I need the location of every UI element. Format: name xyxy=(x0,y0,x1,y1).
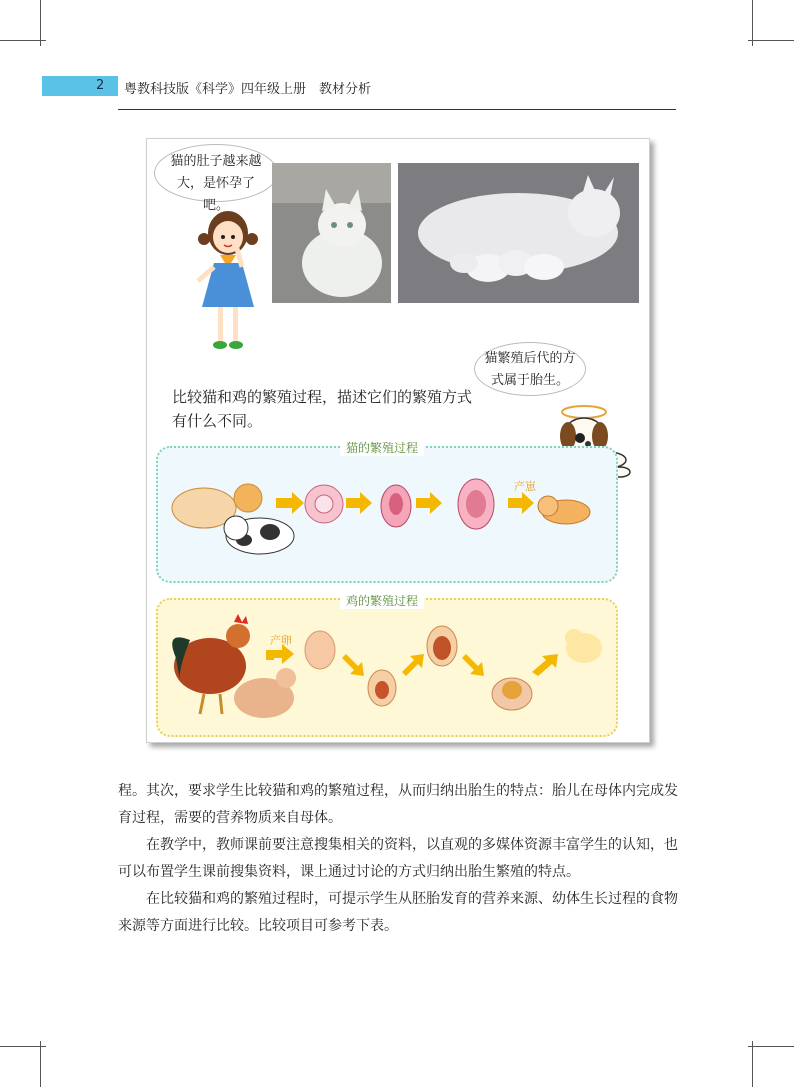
body-paragraph-2: 在教学中，教师课前要注意搜集相关的资料，以直观的多媒体资源丰富学生的认知，也可以布置学生课前搜集资料，课上通过讨论的方式归纳出胎生繁殖的特点。 xyxy=(118,837,678,880)
book-title: 粤教科技版《科学》四年级上册 教材分析 xyxy=(124,82,372,97)
crop-mark xyxy=(0,40,46,41)
cat-panel-title: 猫的繁殖过程 xyxy=(340,439,424,456)
girl-speech-text: 猫的肚子越来越大，是怀孕了吧。 xyxy=(170,154,262,213)
crop-mark xyxy=(748,1046,794,1047)
crop-mark xyxy=(0,1046,46,1047)
dog-speech-text: 猫繁殖后代的方式属于胎生。 xyxy=(484,351,576,388)
girl-illustration xyxy=(190,205,266,355)
hen-reproduction-illustration xyxy=(160,610,610,728)
pregnant-cat-photo xyxy=(272,163,391,303)
body-paragraph-1: 程。其次，要求学生比较猫和鸡的繁殖过程，从而归纳出胎生的特点：胎儿在母体内完成发育过程，需要的营养物质来自母体。 xyxy=(118,783,678,826)
crop-mark xyxy=(748,40,794,41)
body-text xyxy=(118,778,680,940)
hen-panel-title: 鸡的繁殖过程 xyxy=(340,592,424,609)
header-color-bar xyxy=(42,76,118,96)
body-paragraph-3: 在比较猫和鸡的繁殖过程时，可提示学生从胚胎发育的营养来源、幼体生长过程的食物来源等方面进行比较。比较项目可参考下表。 xyxy=(118,891,678,934)
crop-mark xyxy=(752,1041,753,1087)
hen-arrow-label: 产卵 xyxy=(270,634,292,647)
cat-arrow-label: 产崽 xyxy=(514,480,536,493)
cat-reproduction-illustration xyxy=(160,458,610,576)
crop-mark xyxy=(40,1041,41,1087)
dog-speech-bubble xyxy=(474,342,586,396)
nursing-cat-photo xyxy=(398,163,639,303)
page-number: 2 xyxy=(96,78,105,93)
girl-speech-bubble xyxy=(154,144,278,213)
figure-prompt: 比较猫和鸡的繁殖过程，描述它们的繁殖方式有什么不同。 xyxy=(172,388,473,430)
header-rule xyxy=(118,109,676,110)
